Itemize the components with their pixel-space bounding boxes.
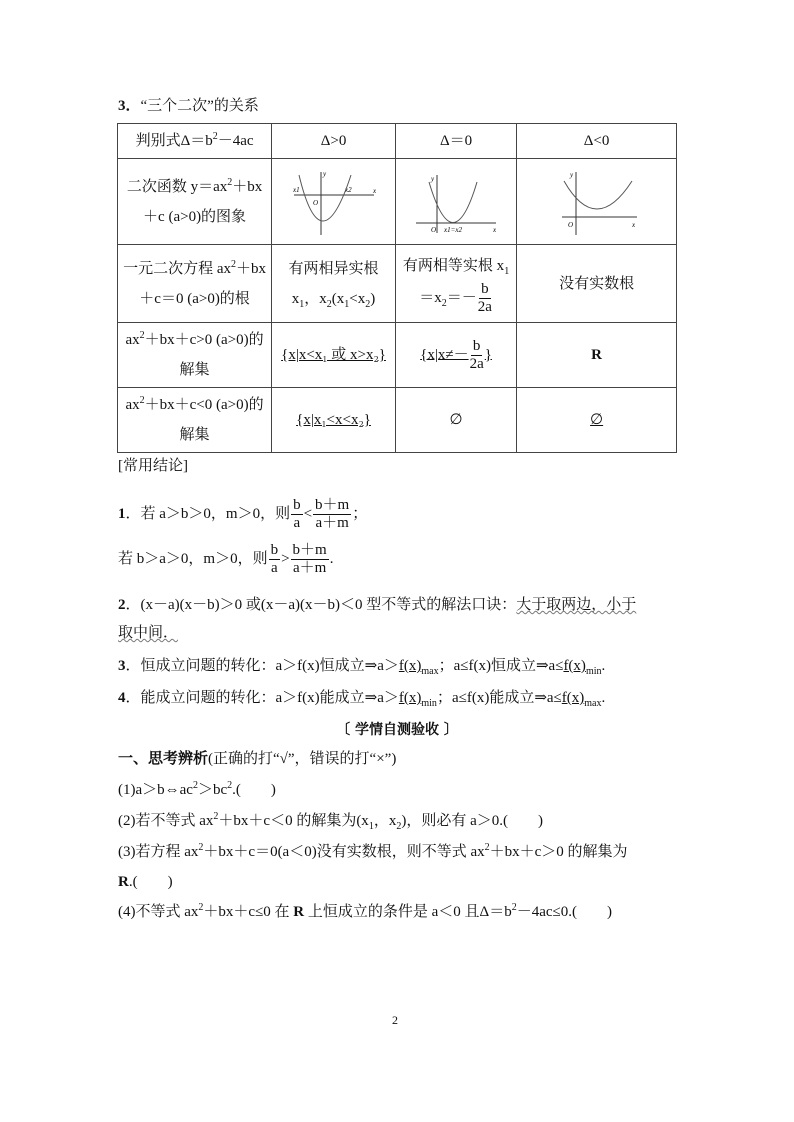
section-header: 〔 学情自测验收 〕: [336, 722, 458, 738]
text-run: ＞bc: [197, 782, 228, 798]
text-run: 若 b＞a＞0，m＞0，则: [118, 550, 268, 567]
text-run: .( ): [128, 874, 173, 890]
svg-text:x1=x2: x1=x2: [444, 225, 462, 234]
page-number: 2: [392, 1013, 398, 1027]
text-run: Δ＝0: [439, 133, 473, 149]
subscript: 1: [504, 266, 510, 277]
text-run: .: [601, 658, 606, 674]
svg-text:O: O: [431, 225, 437, 234]
superscript: 2: [198, 842, 204, 853]
answer-text: f(x): [561, 690, 585, 706]
text-run: 有两相等实根 x: [402, 258, 505, 274]
numerator: b＋m: [292, 542, 327, 558]
text-run: “三个二次”的关系: [140, 98, 259, 114]
text-run: ＋c＝0 (a>0)的根: [139, 290, 250, 307]
table-cell: [517, 388, 677, 453]
text-run: (4)不等式 ax: [118, 904, 199, 920]
table-cell: [272, 245, 396, 323]
row-header-cell: [118, 159, 272, 245]
answer-text: f(x): [563, 658, 586, 674]
text-line: [118, 902, 612, 922]
text-line: [118, 542, 333, 577]
svg-text:y: y: [431, 174, 435, 183]
text-run: ；: [352, 505, 368, 522]
table-cell: [272, 388, 396, 453]
denominator: 2a: [469, 355, 484, 372]
text-run: ＋c (a>0)的图象: [143, 208, 247, 225]
text-line: [118, 656, 605, 676]
fraction: [478, 281, 492, 316]
bold-text: 4: [118, 690, 126, 706]
numerator: b＋m: [315, 497, 350, 513]
text-run: ＋bx＋c>0 (a>0)的: [144, 332, 264, 348]
text-line: [118, 595, 636, 615]
text-run: 一元二次方程 ax: [123, 260, 231, 277]
svg-text:x1: x1: [292, 185, 300, 194]
text-run: ＋bx＋c＝0(a＜0)没有实数根，则不等式 ax: [203, 844, 485, 860]
table-cell: [395, 159, 516, 245]
text-run: (2)若不等式 ax: [118, 813, 214, 829]
table-cell: [395, 388, 516, 453]
svg-text:y: y: [322, 169, 326, 178]
row-header-cell: [118, 388, 272, 453]
text-run: )，则必有 a＞0.( ): [401, 813, 543, 829]
svg-text:x: x: [631, 220, 635, 229]
table-cell: [517, 245, 677, 323]
text-run: (1)a＞b⇔ac: [118, 782, 193, 798]
answer-text: }: [484, 346, 492, 363]
quadratic-relation-table: [117, 123, 677, 453]
text-run: (x: [331, 290, 345, 307]
table-cell: [272, 159, 396, 245]
table-cell: [272, 323, 396, 388]
text-run: ．恒成立问题的转化：a＞f(x)恒成立⇒a＞: [125, 658, 399, 674]
denominator: a: [270, 560, 278, 576]
table-cell: [272, 124, 396, 159]
superscript: 2: [139, 330, 145, 341]
text-run: －4ac: [217, 133, 254, 149]
subscript: max: [421, 666, 439, 677]
text-line: [118, 623, 178, 643]
svg-text:y: y: [569, 170, 573, 179]
text-line: [118, 749, 396, 769]
bold-text: 3: [118, 658, 126, 674]
svg-text:x: x: [372, 186, 376, 195]
text-run: 解集: [179, 362, 210, 378]
bold-text: R: [293, 904, 305, 920]
bold-text: R: [118, 874, 129, 890]
text-run: x: [291, 290, 300, 307]
fraction: [269, 542, 281, 577]
text-run: ＋bx＋c<0 (a>0)的: [144, 397, 264, 413]
table-cell: [517, 159, 677, 245]
emphasis-text: 取中间．: [118, 625, 179, 641]
superscript: 2: [212, 131, 218, 142]
text-run: ＝x: [419, 289, 442, 306]
fraction: [291, 497, 303, 532]
row-header-cell: [118, 245, 272, 323]
text-run: .: [329, 550, 334, 567]
emphasis-text: 大于取两边，小于: [516, 597, 637, 613]
text-run: >: [281, 550, 290, 567]
text-run: ＋bx＋c≤0 在: [203, 904, 294, 920]
fraction: [313, 497, 351, 532]
bold-text: 一、思考辨析: [118, 751, 209, 767]
superscript: 2: [484, 842, 490, 853]
superscript: 2: [139, 395, 145, 406]
bold-text: 2: [118, 597, 126, 613]
text-run: [常用结论]: [118, 458, 188, 474]
subscript: 1: [368, 821, 374, 832]
superscript: 2: [198, 902, 204, 913]
text-run: ＋bx＋c＞0 的解集为: [489, 844, 628, 860]
superscript: 2: [227, 780, 233, 791]
text-line: [118, 811, 543, 831]
text-run: ax: [125, 397, 140, 413]
text-line: [118, 497, 367, 532]
text-run: ，x: [373, 813, 397, 829]
text-run: 没有实数根: [559, 275, 635, 292]
parabola-graph: [411, 167, 501, 237]
subscript: 2: [441, 297, 447, 309]
text-run: .: [601, 690, 606, 706]
subscript: 2: [365, 298, 371, 310]
parabola-graph: [552, 167, 642, 237]
table-row: [118, 388, 677, 453]
text-line: [118, 688, 605, 708]
answer-text: f(x): [398, 690, 422, 706]
denominator: 2a: [477, 299, 492, 315]
text-run: ；a≤f(x)恒成立⇒a≤: [438, 658, 564, 674]
text-run: ＋bx: [232, 178, 263, 195]
row-header-cell: [118, 124, 272, 159]
superscript: 2: [511, 902, 517, 913]
numerator: b: [293, 497, 301, 513]
text-run: ．若 a＞b＞0，m＞0，则: [125, 505, 291, 522]
superscript: 2: [227, 176, 233, 188]
text-run: ＋bx: [236, 260, 267, 277]
text-run: ∅: [449, 412, 463, 428]
answer-text: {x|x<x₁ 或 x>x₂}: [281, 347, 386, 363]
bold-text: 1: [118, 505, 126, 522]
subscript: min: [585, 666, 602, 677]
answer-text: {x|x₁<x<x₂}: [296, 412, 371, 428]
text-run: ＝－: [446, 289, 477, 306]
fraction: [470, 338, 484, 373]
text-run: ax: [125, 332, 140, 348]
section-title: [118, 96, 259, 116]
superscript: 2: [192, 780, 198, 791]
text-line: [118, 780, 276, 800]
fraction: [291, 542, 329, 577]
text-run: ＋bx＋c＜0 的解集为(x: [218, 813, 369, 829]
table-cell: [395, 323, 516, 388]
text-run: ( ): [235, 782, 276, 798]
superscript: 2: [213, 811, 219, 822]
answer-text: f(x): [398, 658, 422, 674]
text-run: <: [303, 505, 313, 522]
svg-text:x2: x2: [344, 185, 352, 194]
text-line: [118, 872, 173, 892]
text-run: 解集: [179, 427, 210, 443]
text-run: 判别式Δ＝b: [135, 133, 213, 149]
denominator: a＋m: [315, 515, 349, 531]
table-row: [118, 124, 677, 159]
table-cell: [517, 124, 677, 159]
denominator: a: [293, 515, 301, 531]
svg-text:O: O: [567, 220, 573, 229]
table-cell: [395, 124, 516, 159]
answer-text: ∅: [590, 412, 604, 428]
text-run: ): [370, 290, 376, 307]
text-run: 二次函数 y＝ax: [126, 178, 228, 195]
subscript: 1: [299, 298, 305, 310]
text-run: 上恒成立的条件是 a＜0 且Δ＝b: [304, 904, 512, 920]
table-row: [118, 159, 677, 245]
table-row: [118, 323, 677, 388]
text-run: (3)若方程 ax: [118, 844, 199, 860]
subscript: 2: [326, 298, 332, 310]
table-cell: [517, 323, 677, 388]
svg-text:O: O: [312, 198, 318, 207]
text-run: Δ<0: [583, 133, 610, 149]
text-run: ．能成立问题的转化：a＞f(x)能成立⇒a＞: [125, 690, 399, 706]
row-header-cell: [118, 323, 272, 388]
text-run: －4ac≤0.( ): [516, 904, 612, 920]
subscript: max: [584, 698, 602, 709]
denominator: a＋m: [292, 560, 327, 576]
table-row: [118, 245, 677, 323]
text-run: <x: [349, 290, 366, 307]
text-run: ；a≤f(x)能成立⇒a≤: [436, 690, 562, 706]
table-cell: [395, 245, 516, 323]
text-run: ．(x－a)(x－b)＞0 或(x－a)(x－b)＜0 型不等式的解法口诀：: [125, 597, 517, 613]
bold-text: R: [591, 347, 603, 363]
bold-text: 3．: [118, 98, 141, 114]
text-run: (正确的打“√”，错误的打“×”): [208, 751, 397, 767]
text-run: .: [232, 782, 236, 798]
svg-text:x: x: [493, 225, 497, 234]
numerator: b: [481, 281, 489, 297]
text-run: ，x: [304, 290, 327, 307]
text-run: 有两相异实根: [288, 260, 379, 277]
subscript: min: [421, 698, 437, 709]
parabola-graph: [289, 167, 379, 237]
numerator: b: [472, 337, 481, 354]
subscript: 2: [396, 821, 402, 832]
subscript: 1: [344, 298, 350, 310]
superscript: 2: [231, 258, 236, 270]
text-line: [118, 842, 628, 862]
numerator: b: [270, 542, 279, 558]
text-line: [118, 456, 188, 476]
text-run: Δ>0: [320, 133, 347, 149]
answer-text: {x|x≠－: [420, 346, 469, 363]
